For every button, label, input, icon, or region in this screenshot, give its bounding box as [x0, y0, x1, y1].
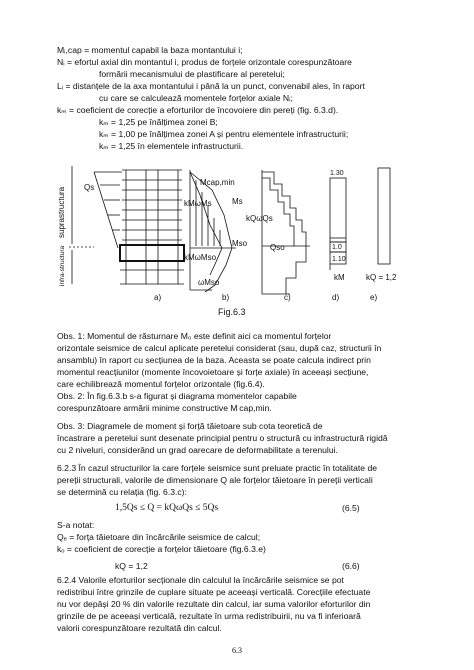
label-mcap: Mcap,min [200, 178, 235, 187]
def-ni-cont: formării mecanismului de plastificare al peretelui; [99, 69, 285, 79]
s623-line1: 6.2.3 În cazul structurilor la care forțele seismice sunt preluate practic în totalitate de [57, 463, 378, 473]
notation-heading: S-a notat: [57, 520, 95, 530]
subfig-b: b) [222, 293, 230, 302]
subfig-a: a) [154, 293, 162, 302]
subfig-d: d) [332, 293, 340, 302]
km-value-2: kₘ = 1,00 pe înălțimea zonei A și pentru elementele infrastructurii; [99, 129, 349, 139]
subfig-e: e) [370, 293, 378, 302]
obs3-line1: Obs. 3: Diagramele de moment și forță tăietoare sub cota teoretică de [57, 421, 323, 431]
def-mcap: Mᵢ,cap = momentul capabil la baza montantului i; [57, 45, 243, 55]
km-value-3: kₘ = 1,25 în elementele infrastructurii. [99, 141, 244, 151]
def-km: kₘ = coeficient de corecție a eforturilor de încovoiere din pereți (fig. 6.3.d). [57, 105, 339, 115]
obs1-line1: Obs. 1: Momentul de răsturnare M₀ este definit aici ca momentul forțelor [57, 331, 332, 341]
obs3-line3: cu 2 niveluri, considerând un grad oarecare de deformabilitate a terenului. [57, 445, 338, 455]
label-kq-qs: kQωQs [246, 214, 273, 223]
obs2-line1: Obs. 2: În fig.6.3.b s-a figurat și diagrama momentelor capabile [57, 391, 297, 401]
def-li: Lᵢ = distanțele de la axa montantului i până la un punct, convenabil ales, în raport [57, 81, 365, 91]
shear-diagram-c [262, 170, 310, 294]
label-qs: Qs [84, 183, 95, 192]
label-omega-mso: ωMso [198, 278, 220, 287]
equation-6-6: kQ = 1,2 [115, 561, 148, 571]
s623-line3: se determină cu relația (fig. 6.3.c): [57, 487, 187, 497]
equation-6-6-number: (6.6) [342, 561, 360, 571]
notation-kq: kₒ = coeficient de corecție a forțelor tăietoare (fig.6.3.e) [57, 544, 266, 554]
label-130: 1.30 [330, 170, 344, 177]
moment-diagram-b [190, 170, 236, 292]
label-suprastructura: suprastructura [57, 186, 66, 238]
obs1-line5: care echilibrează momentul forțelor orizontale (fig.6.4). [57, 379, 265, 389]
s624-line1: 6.2.4 Valorile eforturilor secționale din calculul la încărcările seismice se pot [57, 575, 344, 585]
label-kq: kQ = 1,2 [366, 273, 397, 282]
label-110: 1.10 [332, 256, 346, 263]
obs1-line3: ansamblu) în raport cu secțiunea de la baza. Aceasta se poate calcula indirect prin [57, 355, 371, 365]
km-value-1: kₘ = 1,25 pe înălțimea zonei B; [99, 117, 218, 127]
label-ms: Ms [232, 197, 243, 206]
obs1-line2: orizontale seismice de calcul aplicate peretelui considerat (sau, după caz, structurii în [57, 343, 382, 353]
label-km: kM [334, 273, 345, 282]
s624-line3: nu vor depăși 20 % din valorile rezultate din calcul, iar suma valorilor eforturilor din [57, 599, 371, 609]
label-mso: Mso [232, 239, 248, 248]
s624-line5: valorii corespunzătoare rezultată din calcul. [57, 623, 222, 633]
label-km-ms: kMωMs [184, 199, 212, 208]
def-li-cont: cu care se calculează momentele forțelor axiale Nᵢ; [99, 93, 293, 103]
equation-6-5: 1,5Qs ≤ Q = kQωQs ≤ 5Qs [115, 503, 219, 513]
s623-line2: pereții structurali, valorile de dimensionare Q ale forțelor tăietoare în pereții verticali [57, 475, 373, 485]
notation-qs: Qₑ = forța tăietoare din încărcările seismice de calcul; [57, 532, 261, 542]
label-qso: Qso [270, 243, 285, 252]
label-10: 1.0 [332, 244, 342, 251]
label-infrastructura: infra-structura [59, 245, 66, 286]
label-km-mso: kMωMso [184, 253, 217, 262]
figure-caption: Fig.6.3 [218, 307, 246, 317]
kq-diagram-e [378, 168, 390, 264]
page-number: 6.3 [232, 646, 242, 655]
obs2-line2: corespunzătoare armării minime constructive M cap,min. [57, 403, 272, 413]
equation-6-5-number: (6.5) [342, 503, 360, 513]
s624-line2: redistribui între grinzile de cuplare situate pe aceeași verticală. Corecțiile efectuate [57, 587, 371, 597]
obs1-line4: momentul reacțiunilor (momente încovoietoare și forțe axiale) în aceeași secțiune, [57, 367, 369, 377]
s624-line4: grinzile de pe aceeași verticală, rezultate în urma redistribuirii, nu va fi inferioară [57, 611, 361, 621]
subfig-c: c) [284, 293, 291, 302]
obs3-line2: încastrare a peretelui sunt desenate principial pentru o structură cu infrastructură rigidă [57, 433, 388, 443]
def-ni: Nᵢ = efortul axial din montantul i, produs de forțele orizontale corespunzătoare [57, 57, 352, 67]
